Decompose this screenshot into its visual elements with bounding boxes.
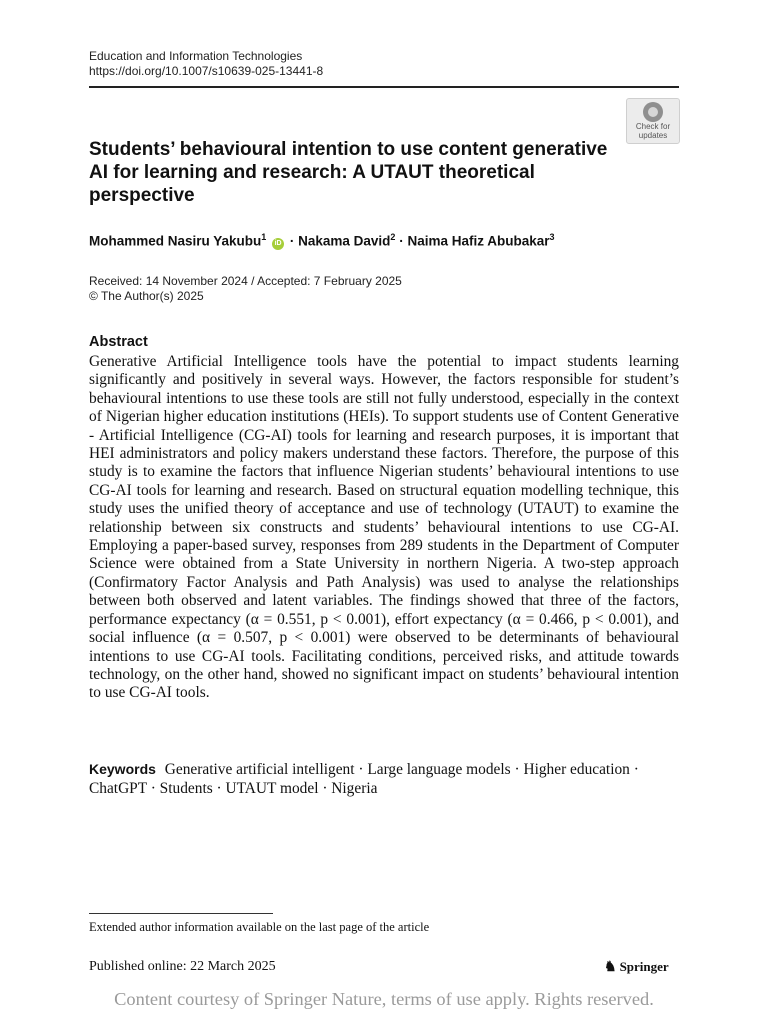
doi-link[interactable]: https://doi.org/10.1007/s10639-025-13441-8 — [89, 64, 324, 78]
keywords-text: Generative artificial intelligent · Large language models · Higher education · ChatGPT · Students · UTAUT model · Nigeria — [89, 761, 639, 797]
author-affiliation: 1 — [261, 232, 267, 242]
check-updates-icon — [643, 102, 663, 122]
author-name[interactable]: Naima Hafiz Abubakar — [407, 233, 550, 249]
journal-header — [89, 49, 323, 79]
author-separator: · — [399, 233, 404, 249]
author-affiliation: 3 — [549, 232, 555, 242]
header-rule — [89, 86, 679, 88]
copyright: © The Author(s) 2025 — [89, 289, 204, 303]
abstract-text: Generative Artificial Intelligence tools have the potential to impact students learning significantly and positively in several ways. However, the factors responsible for student’s behavioural intentions to use these tools are still not fully understood, especially in the context of Nigerian higher education institutions (HEIs). To support students use of Content Generative - Artificial Intelligence (CG-AI) tools for learning and research purposes, it is important that HEI administrators and policy makers understand these factors. Therefore, the purpose of this study is to examine the factors that influence Nigerian students’ behavioural intentions to use CG-AI tools for learning and research. Based on structural equation modelling technique, this study uses the unified theory of acceptance and use of technology (UTAUT) to examine the relationship between six constructs and students’ behavioural intentions to use CG-AI. Employing a paper-based survey, responses from 289 students in the Department of Computer Science were obtained from a State University in northern Nigeria. A two-step approach (Confirmatory Factor Analysis and Path Analysis) was used to analyse the relationships between both observed and latent variables. The findings showed that three of the factors, performance expectancy (α = 0.551, p < 0.001), effort expectancy (α = 0.466, p < 0.001), and social influence (α = 0.507, p < 0.001) were observed to be determinants of behavioural intentions to use CG-AI tools. Facilitating conditions, perceived risks, and attitude towards technology, on the other hand, showed no significant impact on students’ behavioural intention to use CG-AI tools. — [89, 353, 679, 702]
footnote-rule — [89, 913, 273, 914]
author-affiliation: 2 — [390, 232, 396, 242]
check-for-updates-badge[interactable] — [626, 98, 680, 144]
author-separator: · — [289, 233, 295, 249]
badge-line-1: Check for — [635, 122, 671, 131]
publisher-name: Springer — [619, 959, 669, 974]
footnote: Extended author information available on the last page of the article — [89, 920, 430, 934]
author-name[interactable]: Nakama David — [298, 233, 391, 249]
orcid-icon[interactable]: iD — [272, 238, 284, 250]
keywords-heading: Keywords — [89, 761, 156, 777]
courtesy-notice: Content courtesy of Springer Nature, terms of use apply. Rights reserved. — [114, 989, 654, 1009]
keywords — [89, 760, 679, 798]
author-list — [89, 232, 555, 250]
article-dates — [89, 274, 402, 304]
publisher-logo — [604, 959, 669, 976]
badge-line-2: updates — [638, 131, 668, 140]
journal-name: Education and Information Technologies — [89, 49, 303, 63]
springer-horse-icon: ♞ — [604, 960, 617, 975]
published-date: Published online: 22 March 2025 — [89, 959, 276, 974]
received-accepted: Received: 14 November 2024 / Accepted: 7 February 2025 — [89, 274, 402, 288]
author-name[interactable]: Mohammed Nasiru Yakubu — [89, 233, 262, 249]
abstract-heading: Abstract — [89, 334, 148, 350]
article-title: Students’ behavioural intention to use content generative AI for learning and research: A UTAUT theoretical perspective — [89, 139, 608, 206]
